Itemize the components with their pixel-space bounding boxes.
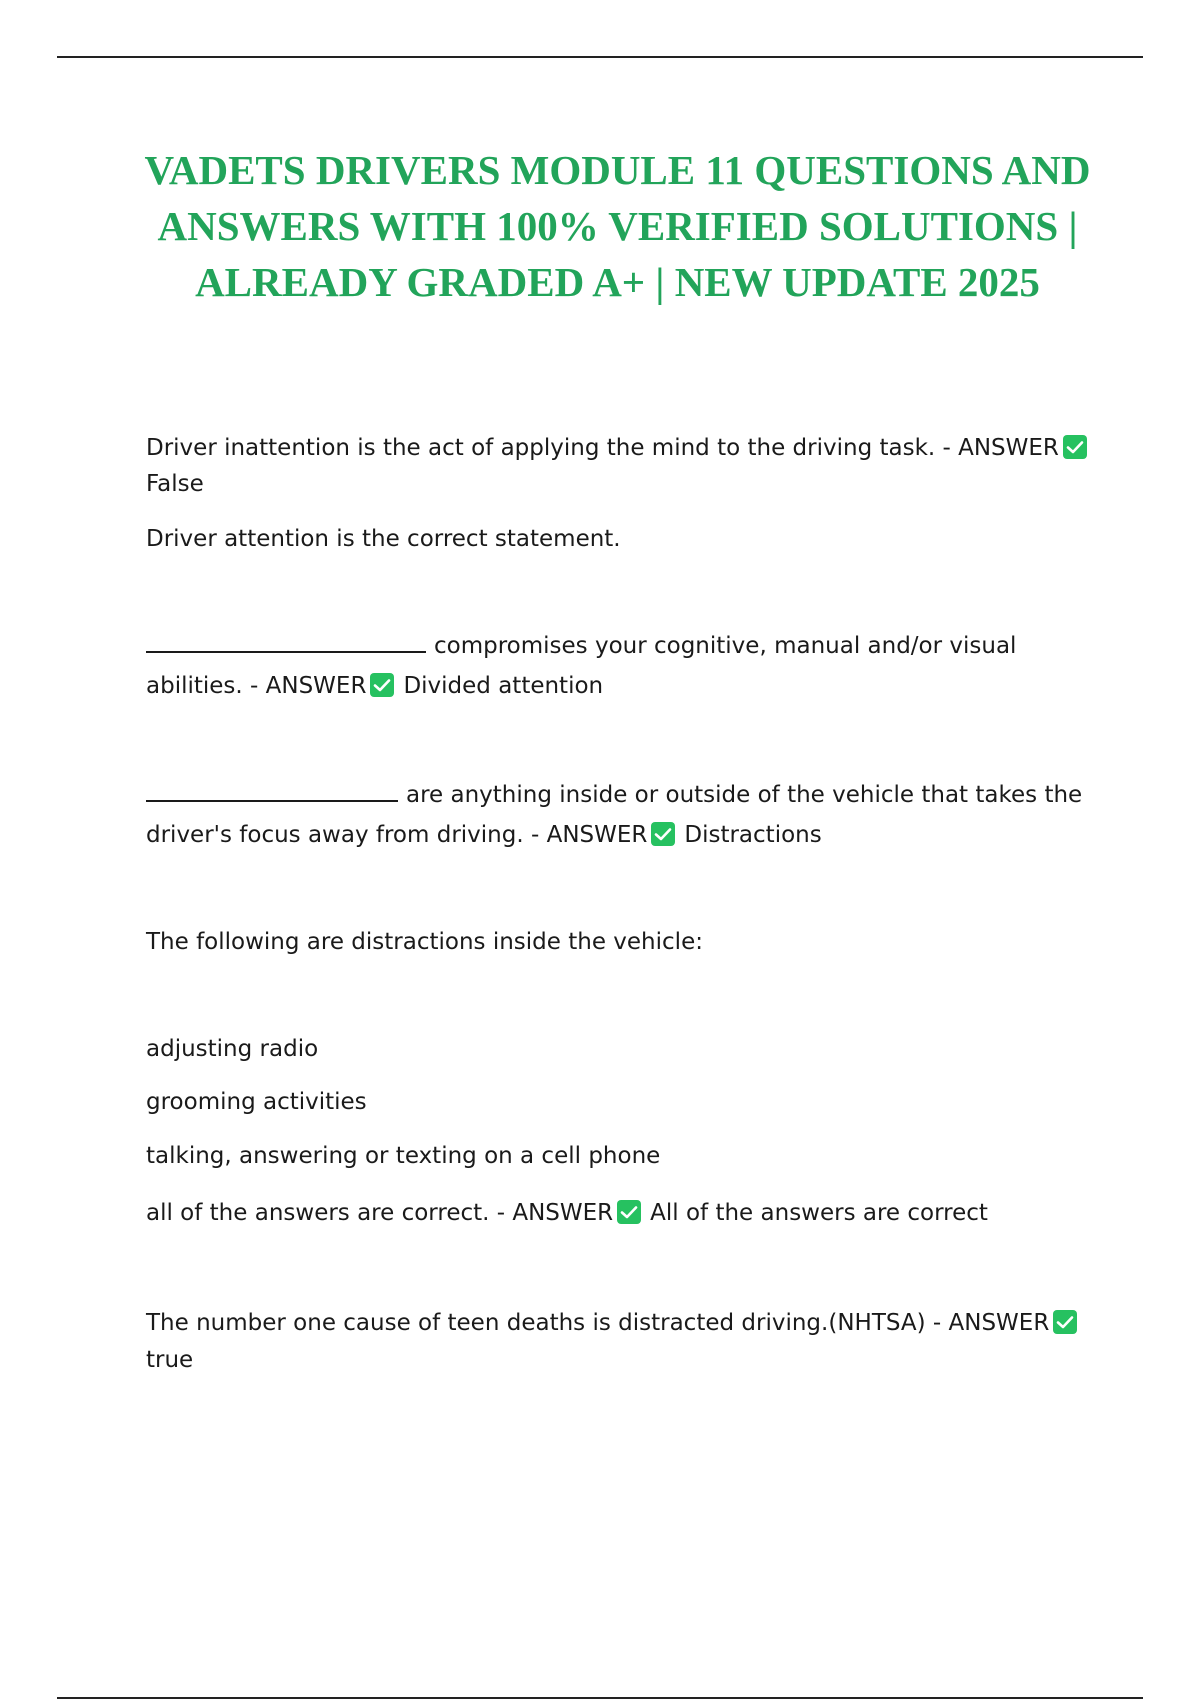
check-mark-icon xyxy=(1063,435,1087,459)
answer-5: true xyxy=(146,1347,194,1373)
answer-2: Divided attention xyxy=(403,673,604,699)
question-3-line-1 xyxy=(146,780,1082,810)
check-mark-icon xyxy=(370,673,394,697)
question-3-line-2 xyxy=(146,820,822,850)
question-5-text: The number one cause of teen deaths is distracted driving.(NHTSA) - ANSWER xyxy=(146,1310,1050,1336)
fill-in-blank xyxy=(146,631,426,653)
check-mark-icon xyxy=(1053,1310,1077,1334)
answer-1: False xyxy=(146,471,204,497)
question-4-last-option: all of the answers are correct. - ANSWER xyxy=(146,1200,614,1226)
question-2-text: compromises your cognitive, manual and/or visual xyxy=(434,633,1017,659)
answer-4: All of the answers are correct xyxy=(650,1200,988,1226)
top-rule xyxy=(57,56,1143,58)
check-mark-icon xyxy=(617,1200,641,1224)
answer-1-note: Driver attention is the correct statement. xyxy=(146,526,621,552)
question-1-text: Driver inattention is the act of applying the mind to the driving task. - ANSWER xyxy=(146,435,1059,461)
question-4-option-4 xyxy=(146,1198,988,1228)
question-1 xyxy=(146,433,1096,463)
question-3-text-cont: driver's focus away from driving. - ANSWER xyxy=(146,822,648,848)
question-4-option-3: talking, answering or texting on a cell phone xyxy=(146,1143,661,1169)
question-4-option-2: grooming activities xyxy=(146,1089,367,1115)
fill-in-blank xyxy=(146,780,398,802)
bottom-rule xyxy=(57,1697,1143,1699)
question-5 xyxy=(146,1308,1086,1338)
answer-3: Distractions xyxy=(684,822,822,848)
question-4-option-1: adjusting radio xyxy=(146,1036,319,1062)
question-4-intro: The following are distractions inside the vehicle: xyxy=(146,929,703,955)
document-title: VADETS DRIVERS MODULE 11 QUESTIONS AND ANSWERS WITH 100% VERIFIED SOLUTIONS | ALREADY GRADED A+ | NEW UPDATE 2025 xyxy=(144,147,1091,305)
check-mark-icon xyxy=(651,822,675,846)
question-3-text: are anything inside or outside of the vehicle that takes the xyxy=(406,782,1083,808)
question-2-line-2 xyxy=(146,671,603,701)
question-2-text-cont: abilities. - ANSWER xyxy=(146,673,367,699)
question-2-line-1 xyxy=(146,631,1016,661)
